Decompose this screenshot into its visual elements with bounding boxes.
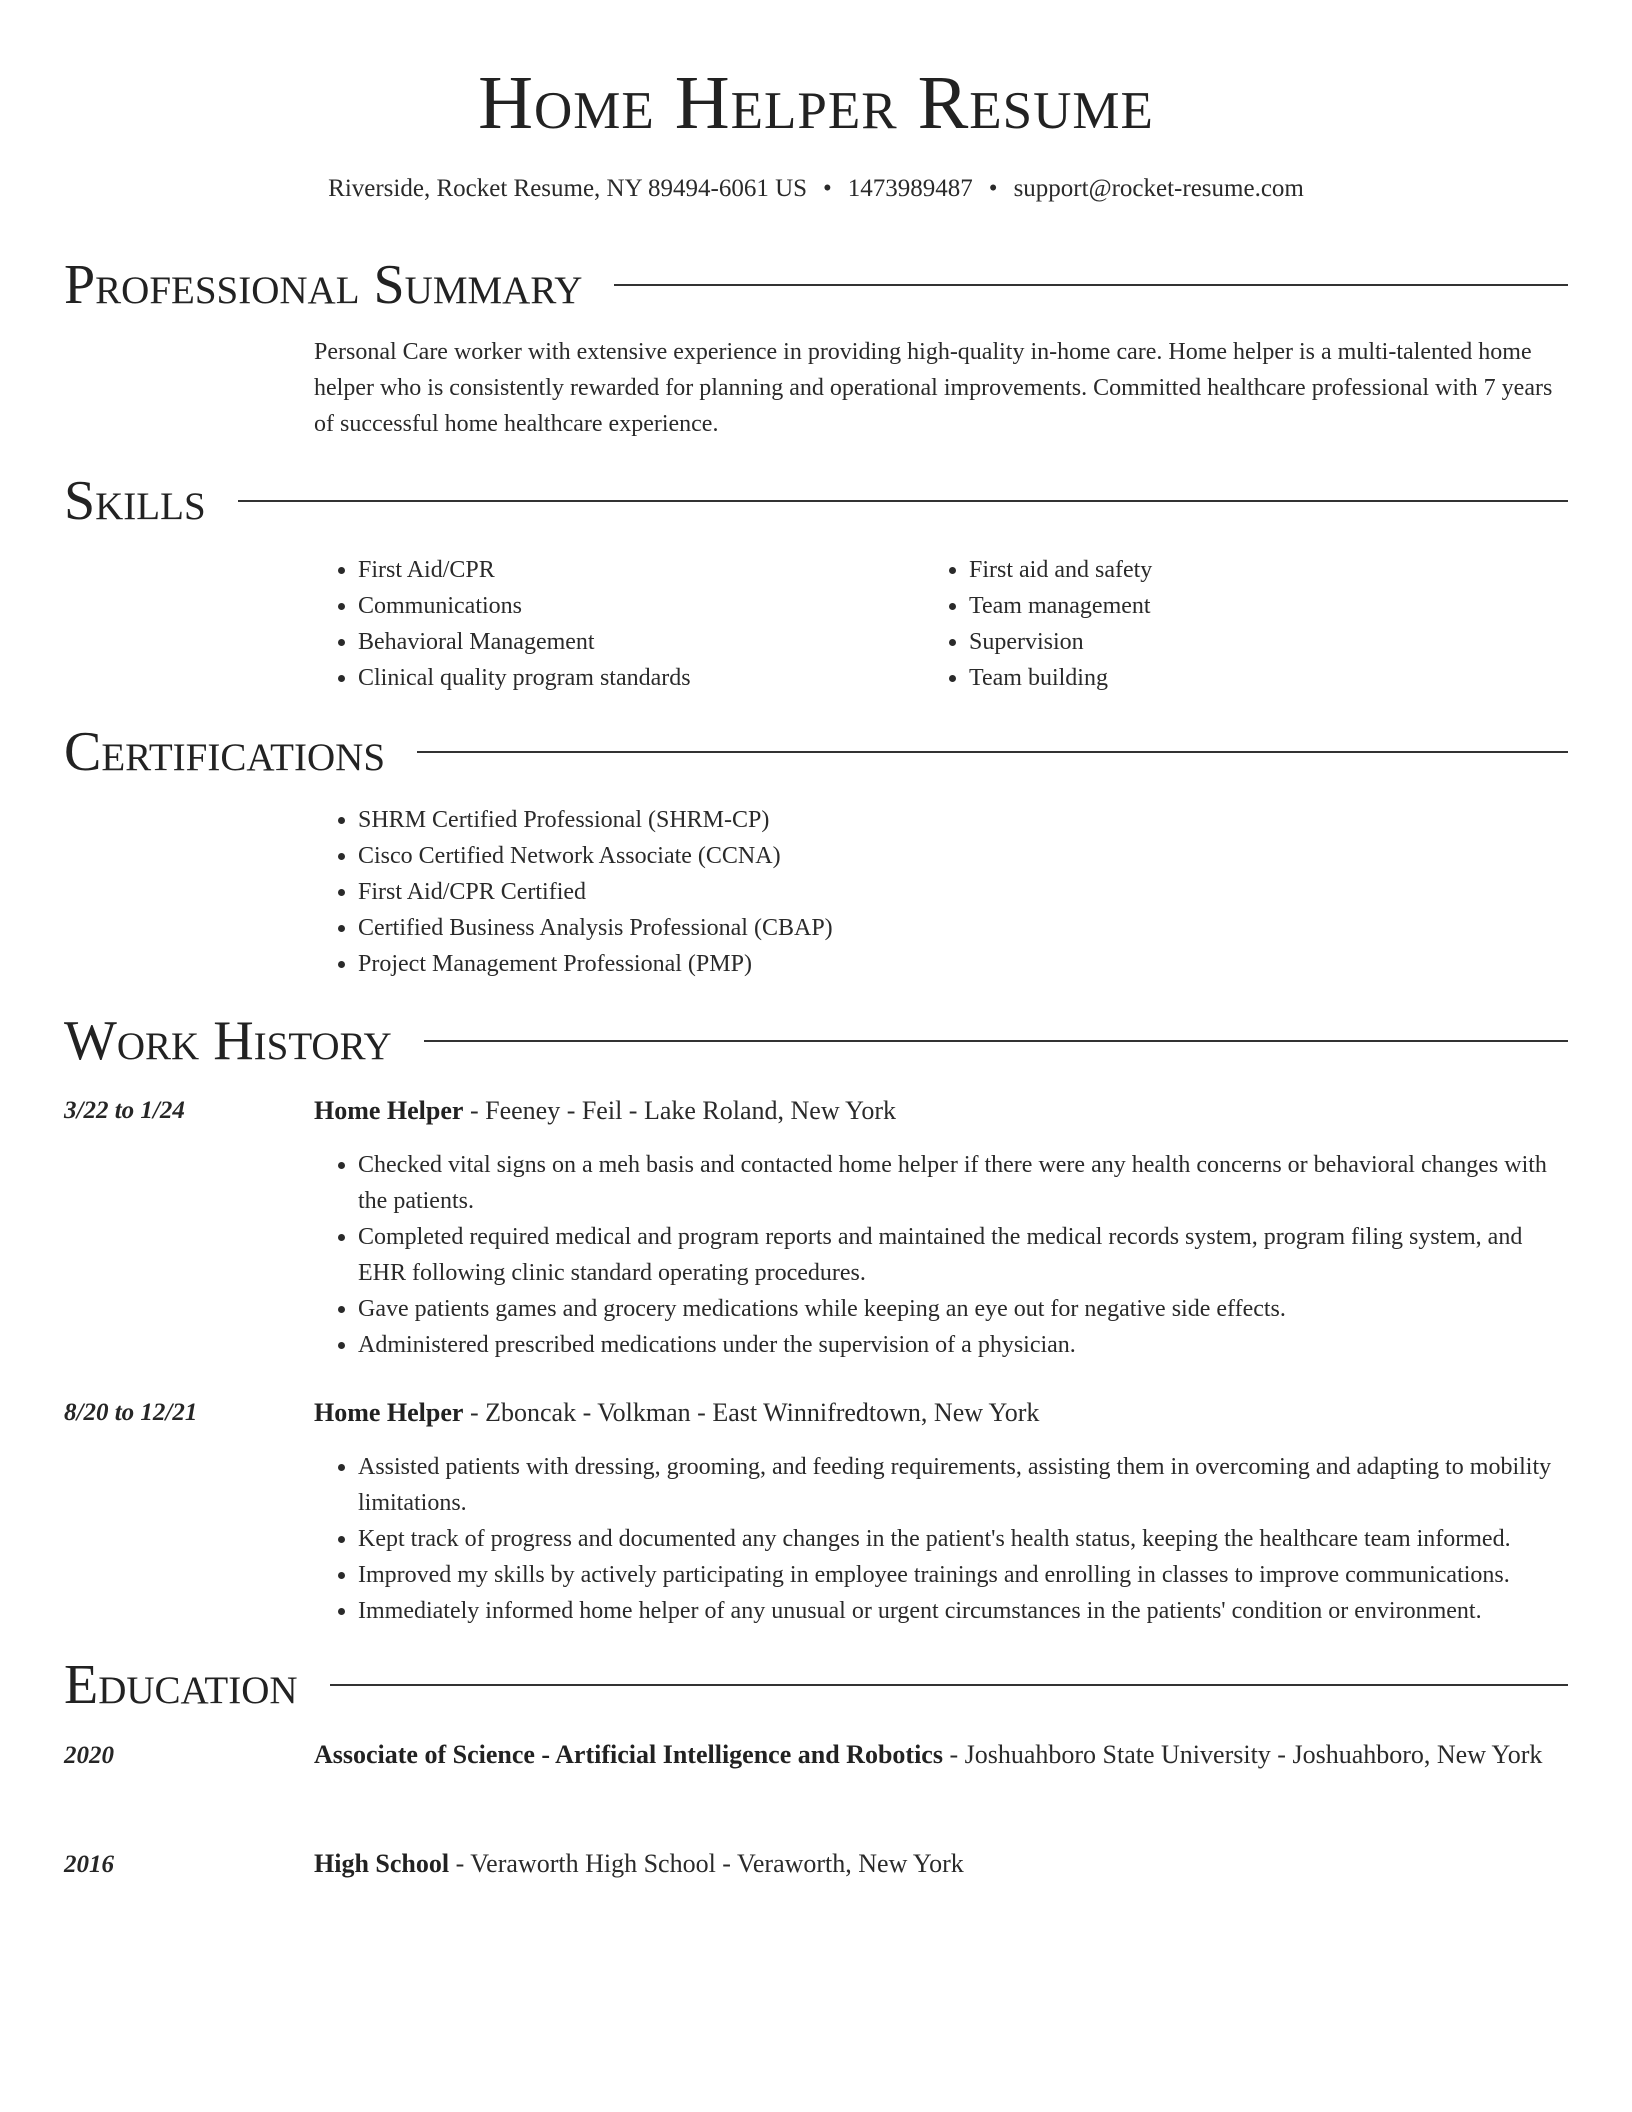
job-bullet: • Completed required medical and program reports and maintained the medical records system, program filing system, and EHR following clinic standard operating procedures.	[358, 1219, 1568, 1291]
certifications-list	[314, 802, 1568, 982]
job-title: Home Helper	[314, 1398, 464, 1427]
contact-address: Riverside, Rocket Resume, NY 89494-6061 US	[328, 175, 808, 202]
skill-item: • Behavioral Management	[358, 624, 874, 660]
skill-item: • Supervision	[969, 624, 1485, 660]
job-bullet: • Kept track of progress and documented any changes in the patient's health status, keeping the healthcare team informed.	[358, 1521, 1568, 1557]
education-school: - Veraworth High School - Veraworth, New York	[449, 1849, 964, 1878]
job-bullets	[314, 1449, 1568, 1629]
certification-item: • Project Management Professional (PMP)	[358, 946, 1568, 982]
job-bullet: • Immediately informed home helper of any unusual or urgent circumstances in the patients' condition or environment.	[358, 1593, 1568, 1629]
education-degree: Associate of Science - Artificial Intelligence and Robotics	[314, 1740, 943, 1769]
contact-phone: 1473989487	[847, 175, 973, 202]
skills-right-column	[925, 552, 1485, 696]
job-header	[314, 1393, 1568, 1433]
work-history-section-header	[64, 1008, 1568, 1074]
job-bullet: • Administered prescribed medications under the supervision of a physician.	[358, 1327, 1568, 1363]
summary-text: Personal Care worker with extensive experience in providing high-quality in-home care. Home helper is a multi-talented home helper who is consistently rewarded for planning and operational improvements. Committed healthcare professional with 7 years of successful home healthcare experience.	[314, 339, 1553, 437]
skills-heading: Skills	[64, 470, 206, 532]
resume-title: Home Helper Resume	[478, 61, 1154, 145]
education-section-header	[64, 1652, 1568, 1718]
contact-line	[0, 172, 1632, 206]
education-year: 2020	[64, 1742, 114, 1769]
education-entry	[314, 1844, 1568, 1884]
skills-left-column	[314, 552, 874, 696]
skill-item: • First aid and safety	[969, 552, 1485, 588]
certifications-heading: Certifications	[64, 721, 386, 783]
job-employer: - Feeney - Feil - Lake Roland, New York	[463, 1096, 896, 1125]
job-bullet: • Checked vital signs on a meh basis and contacted home helper if there were any health concerns or behavioral changes with the patients.	[358, 1147, 1568, 1219]
certification-item: • Cisco Certified Network Associate (CCNA)	[358, 838, 1568, 874]
certification-item: • Certified Business Analysis Professional (CBAP)	[358, 910, 1568, 946]
section-divider	[417, 751, 1568, 753]
summary-section-header	[64, 252, 1568, 318]
section-divider	[614, 284, 1568, 286]
certification-item: • SHRM Certified Professional (SHRM-CP)	[358, 802, 1568, 838]
education-degree: High School	[314, 1849, 450, 1878]
job-bullets	[314, 1147, 1568, 1363]
skills-section-header	[64, 468, 1568, 534]
section-divider	[330, 1684, 1568, 1686]
education-school: - Joshuahboro State University - Joshuahboro, New York	[942, 1740, 1543, 1769]
section-divider	[238, 500, 1568, 502]
education-year: 2016	[64, 1851, 114, 1878]
job-dates: 3/22 to 1/24	[64, 1097, 185, 1124]
job-bullet: • Improved my skills by actively participating in employee trainings and enrolling in classes to improve communications.	[358, 1557, 1568, 1593]
job-employer: - Zboncak - Volkman - East Winnifredtown, New York	[463, 1398, 1040, 1427]
skill-item: • First Aid/CPR	[358, 552, 874, 588]
job-dates: 8/20 to 12/21	[64, 1399, 198, 1426]
job-bullet: • Gave patients games and grocery medications while keeping an eye out for negative side effects.	[358, 1291, 1568, 1327]
contact-email[interactable]: support@rocket-resume.com	[1013, 175, 1304, 202]
contact-separator: •	[988, 175, 998, 202]
job-header	[314, 1091, 1568, 1131]
certification-item: • First Aid/CPR Certified	[358, 874, 1568, 910]
skill-item: • Clinical quality program standards	[358, 660, 874, 696]
skill-item: • Team management	[969, 588, 1485, 624]
contact-separator: •	[823, 175, 832, 202]
certifications-section-header	[64, 719, 1568, 785]
job-bullet: • Assisted patients with dressing, grooming, and feeding requirements, assisting them in overcoming and adapting to mobility limitations.	[358, 1449, 1568, 1521]
section-divider	[424, 1040, 1568, 1042]
job-title: Home Helper	[314, 1096, 464, 1125]
work-history-heading: Work History	[64, 1010, 392, 1072]
education-heading: Education	[64, 1654, 298, 1716]
education-entry	[314, 1735, 1568, 1775]
skill-item: • Team building	[969, 660, 1485, 696]
summary-heading: Professional Summary	[64, 254, 583, 316]
skill-item: • Communications	[358, 588, 874, 624]
